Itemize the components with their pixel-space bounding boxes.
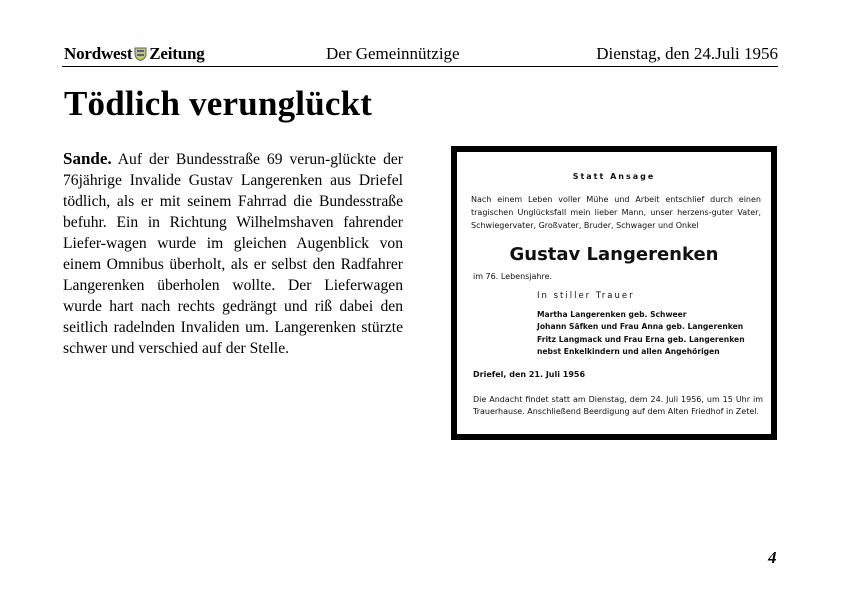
- page-header: [62, 44, 778, 67]
- mourner-item: Johann Säfken und Frau Anna geb. Langerenken: [537, 322, 744, 332]
- section-name: Der Gemeinnützige: [326, 44, 460, 63]
- article-text: Auf der Bundesstraße 69 verun-glückte der 76jährige Invalide Gustav Langerenken aus Driefel tödlich, als er mit seinem Fahrrad die Bundesstraße befuhr. Ein in Richtung Wilhelmshaven fahrender Liefer-wagen wurde im gleichen Augenblick von einem Omnibus überholt, als er selbst den Radfahrer Langerenken überholen wollte. Der Lieferwagen wurde hart nach rechts gedrängt und riß dabei den seitlich radelnden Invaliden um. Langerenken stürzte schwer und verschied auf der Stell: [63, 151, 403, 357]
- notice-place-date: Driefel, den 21. Juli 1956: [473, 370, 586, 379]
- article-text-end: e.: [278, 340, 290, 357]
- mourner-item: Fritz Langmack und Frau Erna geb. Langerenken: [537, 334, 745, 344]
- page-number: 4: [768, 548, 777, 567]
- funeral-information: Die Andacht findet statt am Dienstag, dem 24. Juli 1956, um 15 Uhr im Trauerhause. Anschließend Beerdigung auf dem Alten Friedhof in Zetel.: [473, 395, 763, 416]
- mourning-line: In stiller Trauer: [537, 291, 635, 301]
- coat-of-arms-icon: [134, 47, 147, 61]
- deceased-name: Gustav Langerenken: [509, 244, 719, 265]
- newspaper-name: [64, 44, 205, 64]
- notice-intro-text: Nach einem Leben voller Mühe und Arbeit entschlief durch einen tragischen Unglücksfall mein lieber Mann, unser herzens-guter Vater, Schwiegervater, Großvater, Bruder, Schwager und Onkel: [471, 195, 761, 230]
- newspaper-name-part-2: Zeitung: [149, 44, 205, 63]
- article-dateline: Sande.: [63, 149, 112, 168]
- mourner-item: nebst Enkelkindern und allen Angehörigen: [537, 347, 720, 357]
- article-body: [63, 148, 403, 359]
- obituary-notice: [451, 146, 777, 440]
- mourners-list: [537, 309, 745, 359]
- newspaper-name-part-1: Nordwest: [64, 44, 133, 63]
- notice-heading: Statt Ansage: [572, 172, 656, 181]
- mourner-item: Martha Langerenken geb. Schweer: [537, 310, 687, 319]
- article-headline: Tödlich verunglückt: [64, 84, 373, 123]
- issue-date: Dienstag, den 24.Juli 1956: [596, 44, 778, 63]
- deceased-age: im 76. Lebensjahre.: [473, 272, 553, 281]
